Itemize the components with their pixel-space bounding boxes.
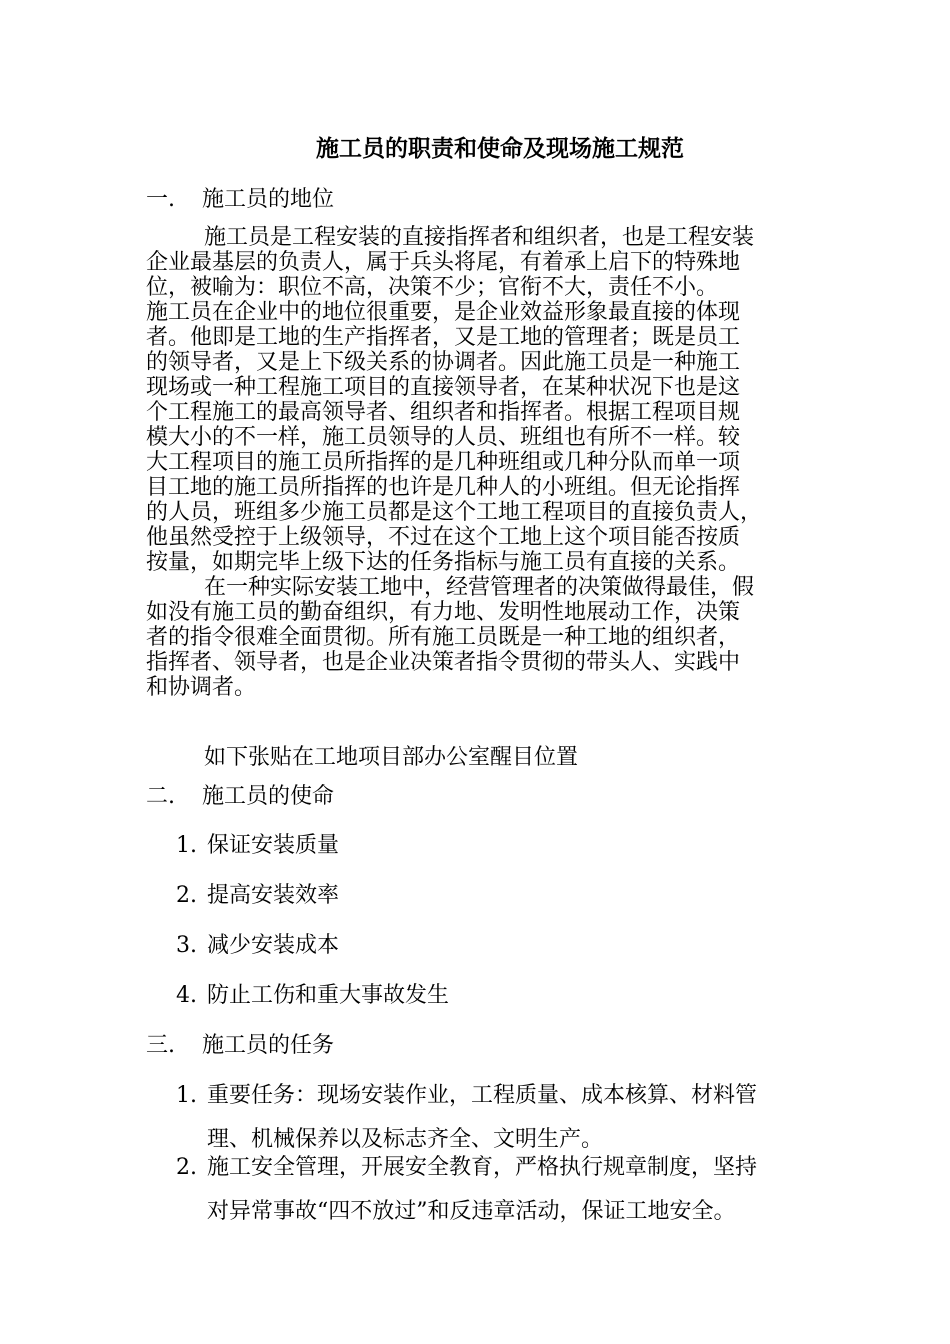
text-line: 模大小的不一样，施工员领导的人员、班组也有所不一样。较 xyxy=(146,425,741,450)
text-line: 者。他即是工地的生产指挥者，又是工地的管理者；既是员工 xyxy=(146,325,741,350)
list-text: 保证安装质量 xyxy=(207,833,340,858)
list-item xyxy=(176,931,339,961)
section-heading-2 xyxy=(146,782,334,812)
list-number: 4. xyxy=(176,983,197,1008)
text-line: 企业最基层的负责人，属于兵头将尾，有着承上启下的特殊地 xyxy=(146,250,741,275)
text-line: 重要任务：现场安装作业，工程质量、成本核算、材料管 xyxy=(207,1083,758,1108)
list-number: 1. xyxy=(176,1083,197,1108)
notice-line: 如下张贴在工地项目部办公室醒目位置 xyxy=(204,745,579,770)
text-line: 按量，如期完毕上级下达的任务指标与施工员有直接的关系。 xyxy=(146,550,741,575)
section-heading-1 xyxy=(146,185,334,215)
text-line: 施工员在企业中的地位很重要，是企业效益形象最直接的体现 xyxy=(146,300,741,325)
text-line: 者的指令很难全面贯彻。所有施工员既是一种工地的组织者， xyxy=(146,625,741,650)
text-line: 位，被喻为：职位不高，决策不少；官衔不大，责任不小。 xyxy=(146,275,719,300)
section-heading-3 xyxy=(146,1031,334,1061)
text-line: 目工地的施工员所指挥的也许是几种人的小班组。但无论指挥 xyxy=(146,475,741,500)
list-text: 减少安装成本 xyxy=(207,933,340,958)
text-line: 和协调者。 xyxy=(146,675,257,700)
text-line: 理、机械保养以及标志齐全、文明生产。 xyxy=(207,1127,604,1152)
text-line: 的领导者，又是上下级关系的协调者。因此施工员是一种施工 xyxy=(146,350,741,375)
text-line: 对异常事故“四不放过”和反违章活动，保证工地安全。 xyxy=(207,1199,736,1224)
list-number: 1. xyxy=(176,833,197,858)
text-line: 施工安全管理，开展安全教育，严格执行规章制度，坚持 xyxy=(207,1155,758,1180)
document-title: 施工员的职责和使命及现场施工规范 xyxy=(316,135,684,162)
list-item xyxy=(176,881,339,911)
section-title: 施工员的任务 xyxy=(202,1033,335,1058)
section-number: 二. xyxy=(146,784,175,809)
text-line: 现场或一种工程施工项目的直接领导者，在某种状况下也是这 xyxy=(146,375,741,400)
text-line: 的人员，班组多少施工员都是这个工地工程项目的直接负责人， xyxy=(146,500,763,525)
text-line: 他虽然受控于上级领导，不过在这个工地上这个项目能否按质 xyxy=(146,525,741,550)
paragraph-position xyxy=(146,225,810,700)
section-title: 施工员的使命 xyxy=(202,784,335,809)
task-item xyxy=(176,1146,817,1234)
text-line: 施工员是工程安装的直接指挥者和组织者，也是工程安装 xyxy=(204,225,755,250)
list-item xyxy=(176,831,339,861)
text-line: 如没有施工员的勤奋组织，有力地、发明性地展动工作，决策 xyxy=(146,600,741,625)
text-line: 大工程项目的施工员所指挥的是几种班组或几种分队而单一项 xyxy=(146,450,741,475)
text-line: 指挥者、领导者，也是企业决策者指令贯彻的带头人、实践中 xyxy=(146,650,741,675)
list-item xyxy=(176,981,449,1011)
list-number: 3. xyxy=(176,933,197,958)
section-title: 施工员的地位 xyxy=(202,187,335,212)
list-number: 2. xyxy=(176,883,197,908)
section-number: 一. xyxy=(146,187,175,212)
text-line: 在一种实际安装工地中，经营管理者的决策做得最佳，假 xyxy=(204,575,755,600)
list-text: 提高安装效率 xyxy=(207,883,340,908)
list-text: 防止工伤和重大事故发生 xyxy=(207,983,450,1008)
text-line: 个工程施工的最高领导者、组织者和指挥者。根据工程项目规 xyxy=(146,400,741,425)
list-number: 2. xyxy=(176,1155,197,1180)
section-number: 三. xyxy=(146,1033,175,1058)
task-text xyxy=(207,1146,817,1234)
